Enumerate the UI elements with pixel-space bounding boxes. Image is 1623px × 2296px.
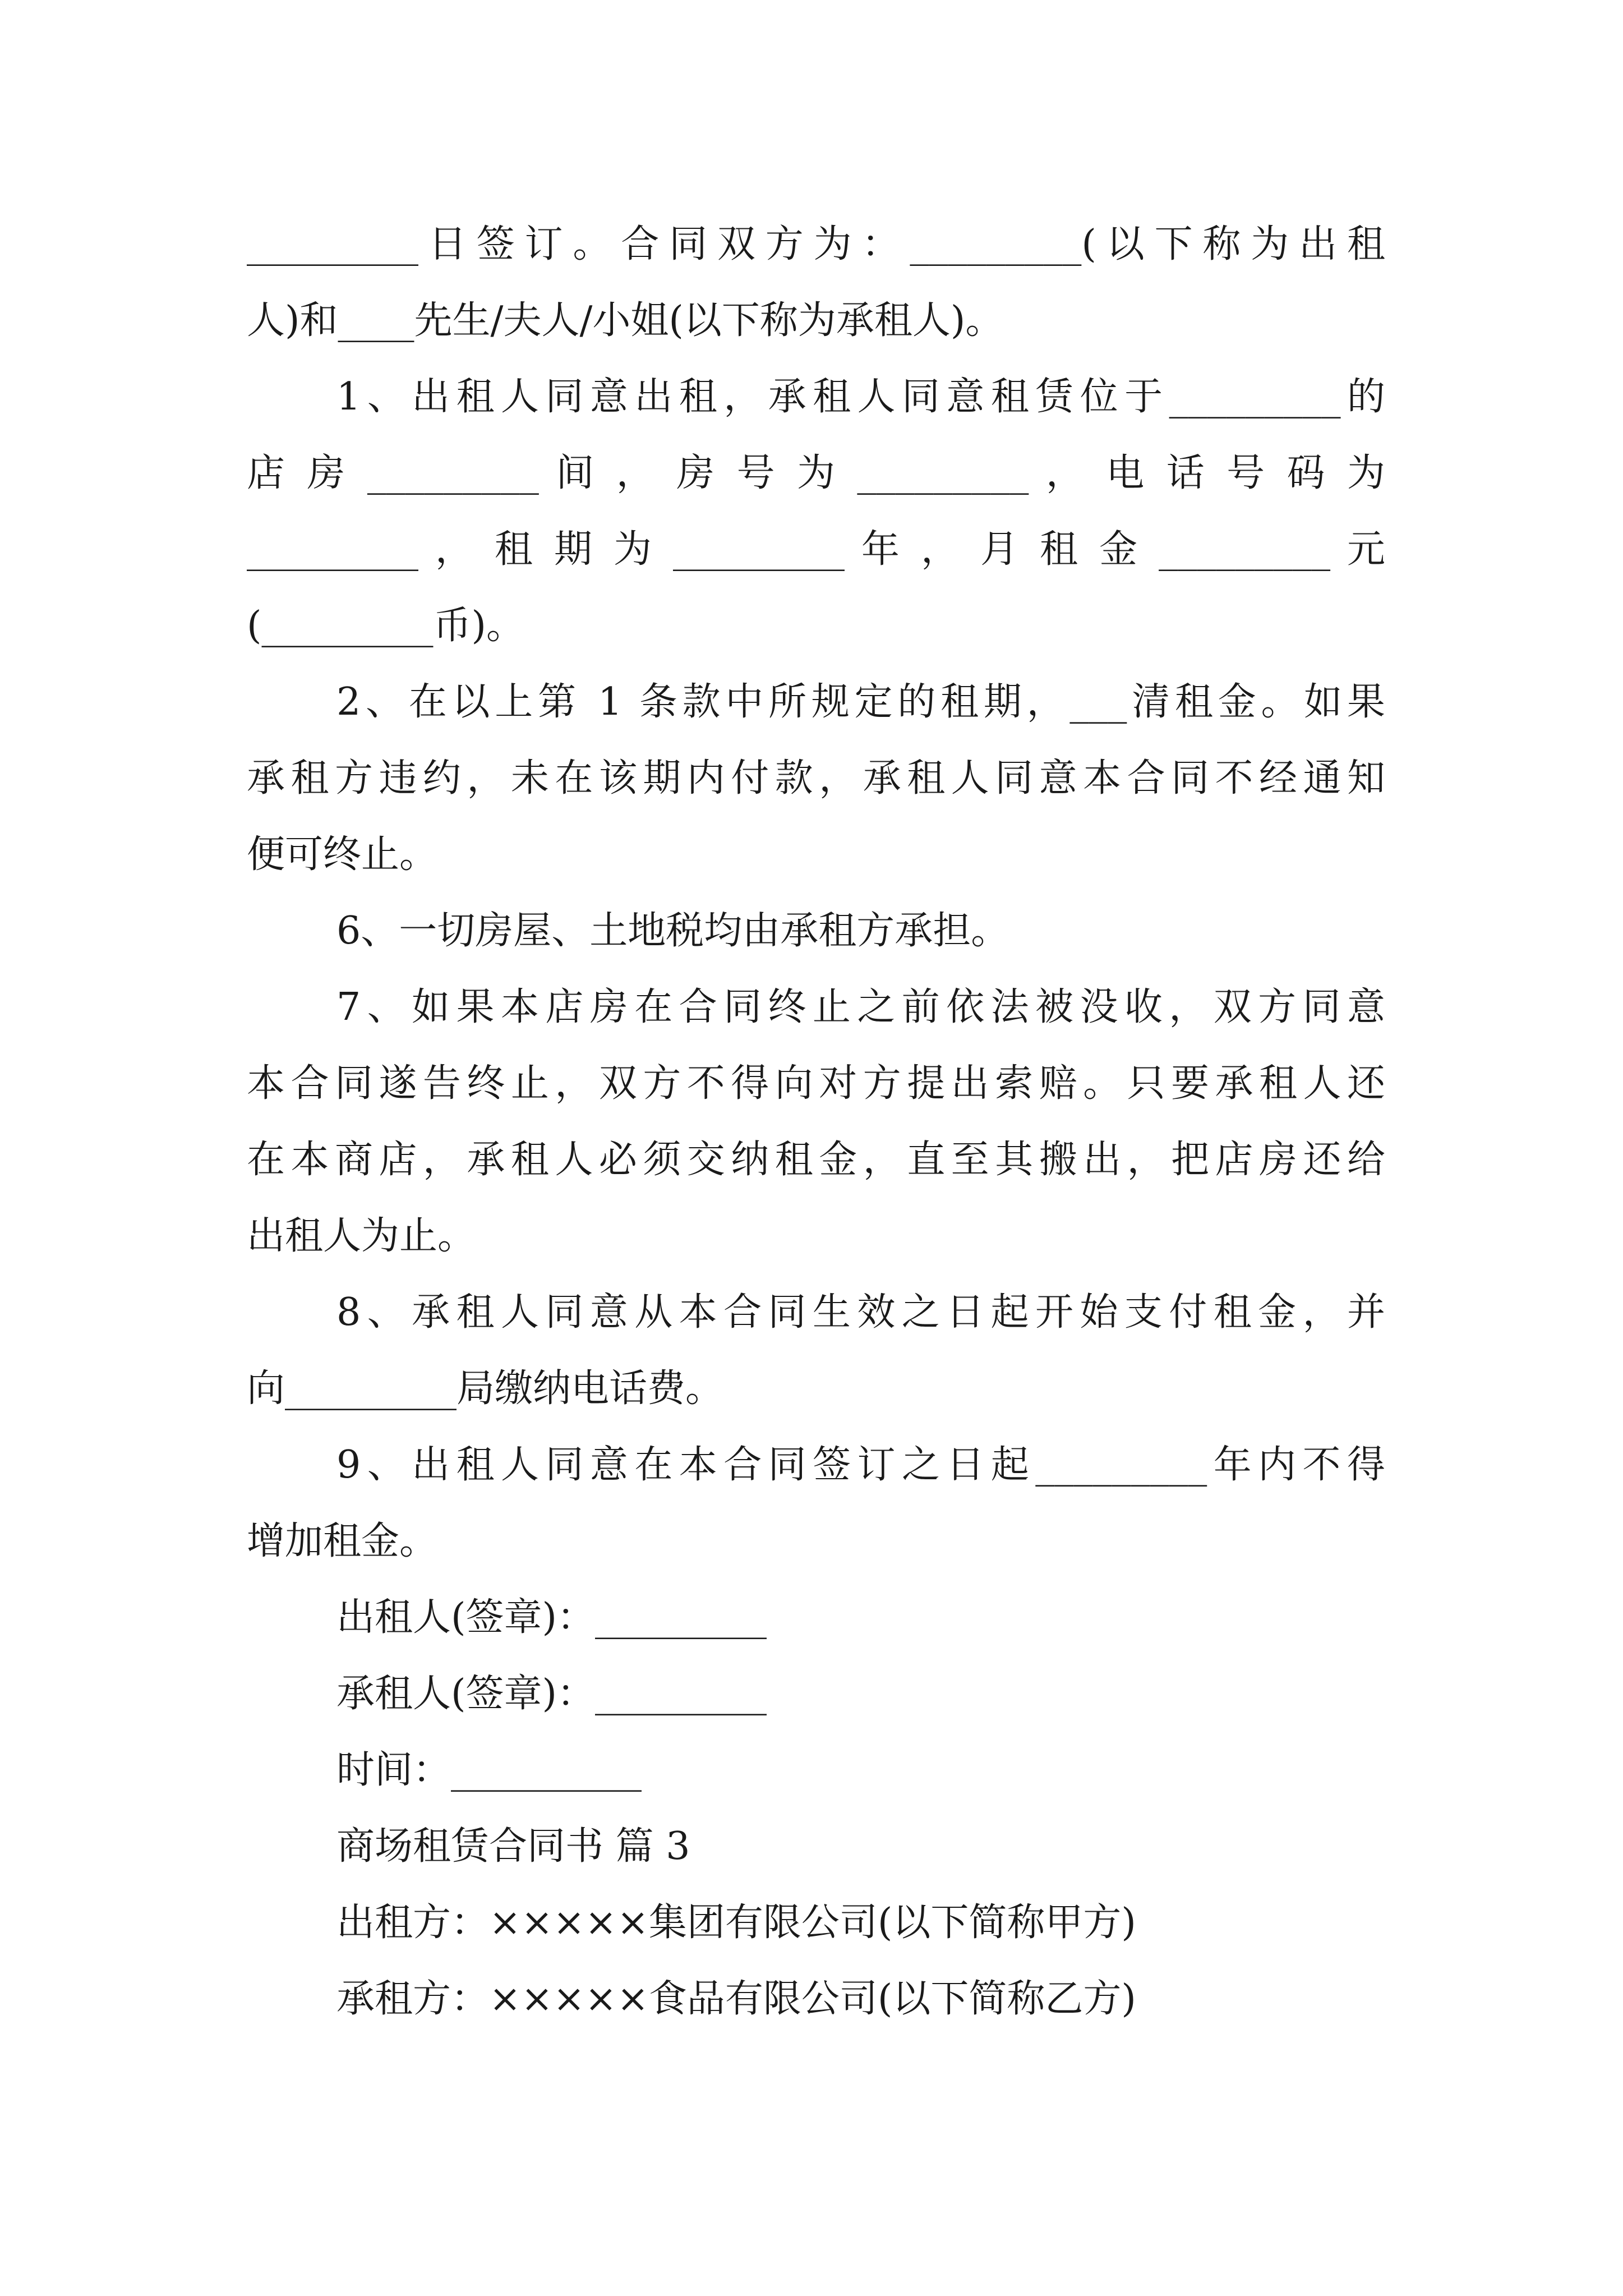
text-line: 9、出租人同意在本合同签订之日起_________年内不得 — [336, 1443, 1385, 1487]
signature-date: 时间：__________ — [336, 1748, 642, 1792]
text-line: 在本商店，承租人必须交纳租金，直至其搬出，把店房还给 — [247, 1138, 1385, 1182]
party-lessor: 出租方：×××××集团有限公司(以下简称甲方) — [336, 1901, 1136, 1945]
signature-lessee: 承租人(签章)：_________ — [336, 1672, 767, 1716]
text-line: 2、在以上第 1 条款中所规定的租期，___清租金。如果 — [336, 680, 1385, 724]
text-line: _________日签订。合同双方为：_________(以下称为出租 — [247, 222, 1385, 266]
text-line: 人)和____先生/夫人/小姐(以下称为承租人)。 — [247, 298, 1004, 343]
text-line: 承租方违约，未在该期内付款，承租人同意本合同不经通知 — [247, 756, 1385, 800]
text-line: (_________币)。 — [247, 604, 525, 648]
section-heading: 商场租赁合同书 篇 3 — [336, 1824, 690, 1869]
text-line: 增加租金。 — [247, 1519, 438, 1563]
text-line: 8、承租人同意从本合同生效之日起开始支付租金，并 — [336, 1290, 1385, 1335]
text-line: 本合同遂告终止，双方不得向对方提出索赔。只要承租人还 — [247, 1061, 1385, 1106]
text-line: 便可终止。 — [247, 832, 438, 877]
text-line: 向_________局缴纳电话费。 — [247, 1366, 724, 1411]
signature-lessor: 出租人(签章)：_________ — [336, 1595, 767, 1640]
text-line: 7、如果本店房在合同终止之前依法被没收，双方同意 — [336, 985, 1385, 1029]
text-line: 出租人为止。 — [247, 1214, 476, 1258]
text-line: 店 房 _________ 间 ， 房 号 为 _________ ， 电 话 号 码 为 — [247, 451, 1385, 495]
party-lessee: 承租方：×××××食品有限公司(以下简称乙方) — [336, 1977, 1136, 2021]
text-line: 6、一切房屋、土地税均由承租方承担。 — [336, 909, 1009, 953]
text-line: 1、出租人同意出租，承租人同意租赁位于_________的 — [336, 375, 1385, 419]
text-line: _________ ， 租 期 为 _________ 年 ， 月 租 金 _________ 元 — [247, 527, 1385, 572]
